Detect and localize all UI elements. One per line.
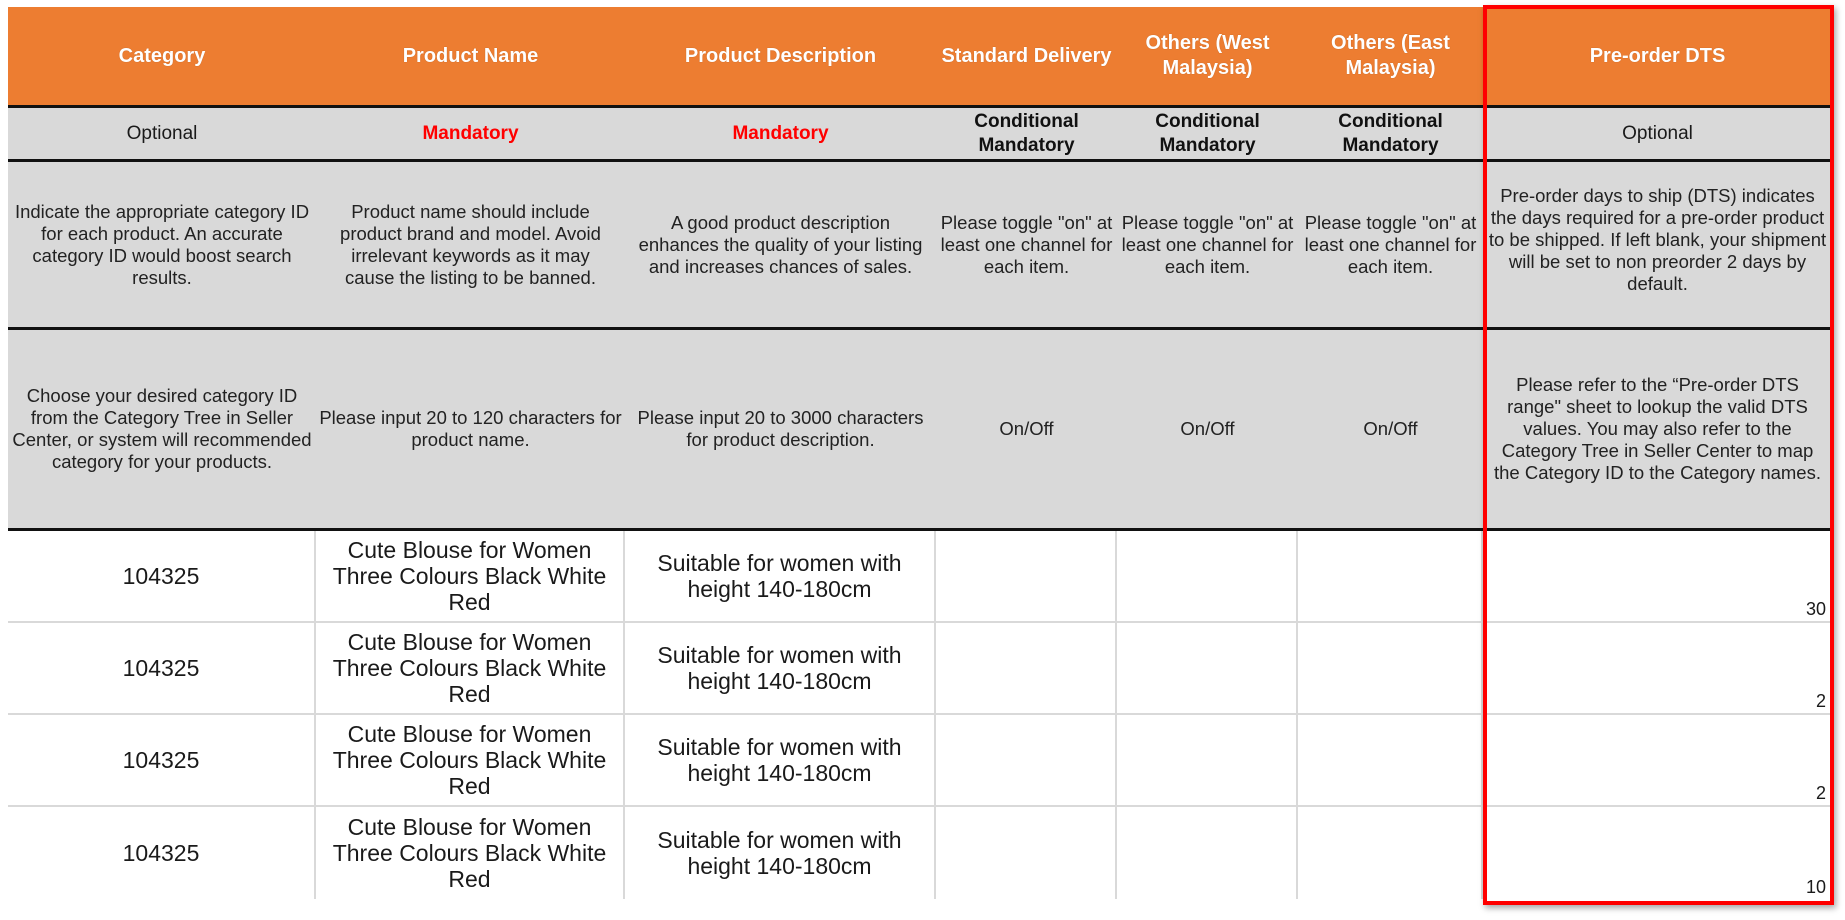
table-row [8,531,1832,623]
table-row [8,807,1832,899]
requirement-others-west-malaysia[interactable]: Conditional Mandatory [1155,110,1260,156]
description-product-description[interactable]: A good product description enhances the quality of your listing and increases chances of sales. [638,211,923,277]
header-row [8,7,1832,108]
requirement-preorder-dts[interactable]: Optional [1622,122,1693,144]
header-standard-delivery[interactable]: Standard Delivery [941,44,1112,67]
requirement-row [8,108,1832,162]
requirement-category[interactable]: Optional [126,122,198,144]
header-category[interactable]: Category [118,44,206,67]
cell-preorder-dts[interactable]: 2 [1815,783,1826,803]
cell-others-west-malaysia[interactable] [1117,623,1298,713]
cell-preorder-dts[interactable]: 30 [1805,599,1826,619]
cell-product-name[interactable]: Cute Blouse for Women Three Colours Black White Red [316,715,625,805]
description-others-east-malaysia[interactable]: Please toggle "on" at least one channel for each item. [1304,211,1477,277]
cell-category[interactable]: 104325 [8,807,316,899]
cell-product-name[interactable]: Cute Blouse for Women Three Colours Black White Red [316,623,625,713]
description-preorder-dts[interactable]: Pre-order days to ship (DTS) indicates the days required for a pre-order product to be shipped. If left blank, your shipment will be set to non preorder 2 days by default. [1488,184,1827,294]
cell-standard-delivery[interactable] [936,715,1117,805]
cell-product-description[interactable]: Suitable for women with height 140-180cm [625,623,936,713]
cell-standard-delivery[interactable] [936,623,1117,713]
description-others-west-malaysia[interactable]: Please toggle "on" at least one channel for each item. [1121,211,1294,277]
instruction-product-description[interactable]: Please input 20 to 3000 characters for product description. [637,407,924,450]
cell-product-description[interactable]: Suitable for women with height 140-180cm [625,531,936,621]
description-row [8,162,1832,330]
cell-others-east-malaysia[interactable] [1298,531,1483,621]
cell-category[interactable]: 104325 [8,531,316,621]
cell-others-west-malaysia[interactable] [1117,715,1298,805]
header-others-east-malaysia[interactable]: Others (East Malaysia) [1331,32,1450,79]
description-product-name[interactable]: Product name should include product brand and model. Avoid irrelevant keywords as it may cause the listing to be banned. [340,200,601,288]
cell-standard-delivery[interactable] [936,807,1117,899]
requirement-product-name[interactable]: Mandatory [422,122,519,144]
description-standard-delivery[interactable]: Please toggle "on" at least one channel for each item. [940,211,1113,277]
cell-product-name[interactable]: Cute Blouse for Women Three Colours Black White Red [316,807,625,899]
header-product-description[interactable]: Product Description [684,44,877,67]
cell-others-east-malaysia[interactable] [1298,623,1483,713]
header-others-west-malaysia[interactable]: Others (West Malaysia) [1145,32,1270,79]
cell-preorder-dts[interactable]: 10 [1805,877,1826,897]
instruction-standard-delivery[interactable]: On/Off [999,418,1054,439]
table-row [8,623,1832,715]
cell-others-east-malaysia[interactable] [1298,807,1483,899]
cell-product-description[interactable]: Suitable for women with height 140-180cm [625,807,936,899]
cell-product-name[interactable]: Cute Blouse for Women Three Colours Black White Red [316,531,625,621]
cell-standard-delivery[interactable] [936,531,1117,621]
requirement-product-description[interactable]: Mandatory [732,122,829,144]
cell-others-west-malaysia[interactable] [1117,531,1298,621]
cell-others-west-malaysia[interactable] [1117,807,1298,899]
header-product-name[interactable]: Product Name [402,44,539,67]
data-rows [8,531,1832,899]
cell-category[interactable]: 104325 [8,715,316,805]
instruction-others-west-malaysia[interactable]: On/Off [1180,418,1235,439]
cell-others-east-malaysia[interactable] [1298,715,1483,805]
instruction-preorder-dts[interactable]: Please refer to the “Pre-order DTS range" sheet to lookup the valid DTS values. You may also refer to the Category Tree in Seller Center to map the Category ID to the Category names. [1493,374,1821,483]
requirement-standard-delivery[interactable]: Conditional Mandatory [974,110,1079,156]
instruction-row [8,330,1832,531]
requirement-others-east-malaysia[interactable]: Conditional Mandatory [1338,110,1443,156]
instruction-category[interactable]: Choose your desired category ID from the Category Tree in Seller Center, or system will recommended category for your products. [12,385,312,472]
instruction-product-name[interactable]: Please input 20 to 120 characters for product name. [319,407,622,450]
description-category[interactable]: Indicate the appropriate category ID for each product. An accurate category ID would boost search results. [14,200,310,288]
header-preorder-dts[interactable]: Pre-order DTS [1589,44,1726,67]
spreadsheet-template [8,7,1832,899]
table-row [8,715,1832,807]
instruction-others-east-malaysia[interactable]: On/Off [1363,418,1418,439]
cell-category[interactable]: 104325 [8,623,316,713]
cell-product-description[interactable]: Suitable for women with height 140-180cm [625,715,936,805]
cell-preorder-dts[interactable]: 2 [1815,691,1826,711]
